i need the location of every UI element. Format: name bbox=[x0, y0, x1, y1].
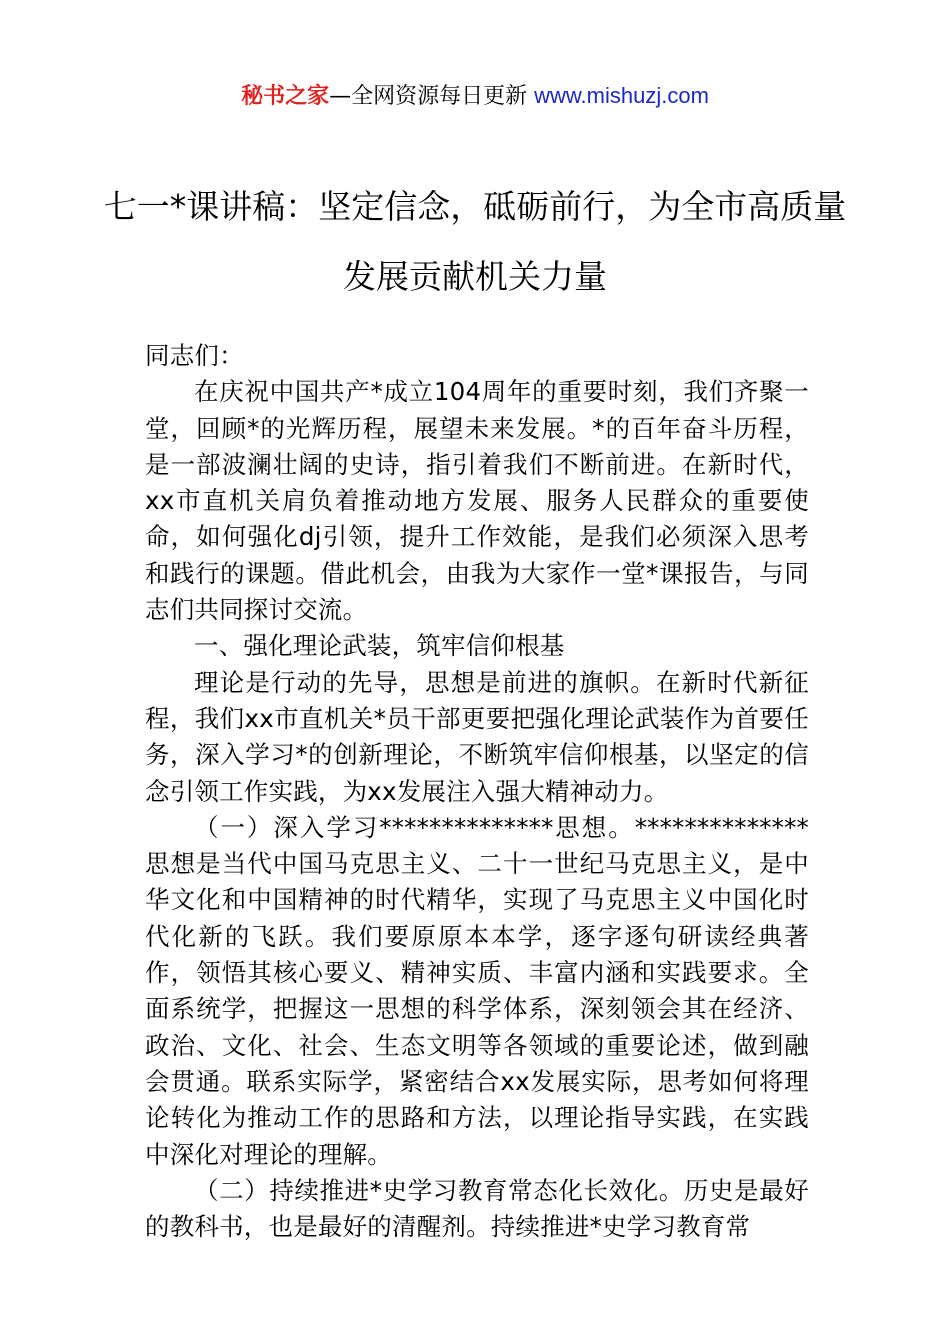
site-tagline: —全网资源每日更新 bbox=[329, 84, 528, 109]
document-body bbox=[145, 338, 809, 1245]
salutation: 同志们： bbox=[145, 341, 244, 370]
paragraph-subsection-2: （二）持续推进*史学习教育常态化长效化。历史是最好的教科书，也是最好的清醒剂。持续推进*史学习教育常 bbox=[145, 1175, 809, 1242]
site-header bbox=[0, 80, 950, 113]
paragraph-section-1: 理论是行动的先导，思想是前进的旗帜。在新时代新征程，我们xx市直机关*员干部更要把强化理论武装作为首要任务，深入学习*的创新理论，不断筑牢信仰根基，以坚定的信念引领工作实践，为xx发展注入强大精神动力。 bbox=[145, 667, 809, 806]
paragraph-subsection-1: （一）深入学习**************思想。**************思想是当代中国马克思主义、二十一世纪马克思主义，是中华文化和中国精神的时代精华，实现了马克思主义中国化时代化新的飞跃。我们要原原本本学，逐字逐句研读经典著作，领悟其核心要义、精神实质、丰富内涵和实践要求。全面系统学，把握这一思想的科学体系，深刻领会其在经济、政治、文化、社会、生态文明等各领域的重要论述，做到融会贯通。联系实际学，紧密结合xx发展实际，思考如何将理论转化为推动工作的思路和方法，以理论指导实践，在实践中深化对理论的理解。 bbox=[145, 812, 809, 1169]
site-url[interactable]: www.mishuzj.com bbox=[534, 83, 709, 108]
section-heading-1: 一、强化理论武装，筑牢信仰根基 bbox=[194, 631, 565, 661]
paragraph-intro: 在庆祝中国共产*成立104周年的重要时刻，我们齐聚一堂，回顾*的光辉历程，展望未来发展。*的百年奋斗历程，是一部波澜壮阔的史诗，指引着我们不断前进。在新时代，xx市直机关肩负着推动地方发展、服务人民群众的重要使命，如何强化dj引领，提升工作效能，是我们必须深入思考和践行的课题。借此机会，由我为大家作一堂*课报告，与同志们共同探讨交流。 bbox=[145, 377, 809, 625]
document-title: 七一*课讲稿：坚定信念，砥砺前行，为全市高质量发展贡献机关力量 bbox=[103, 187, 847, 296]
site-brand: 秘书之家 bbox=[241, 84, 330, 109]
